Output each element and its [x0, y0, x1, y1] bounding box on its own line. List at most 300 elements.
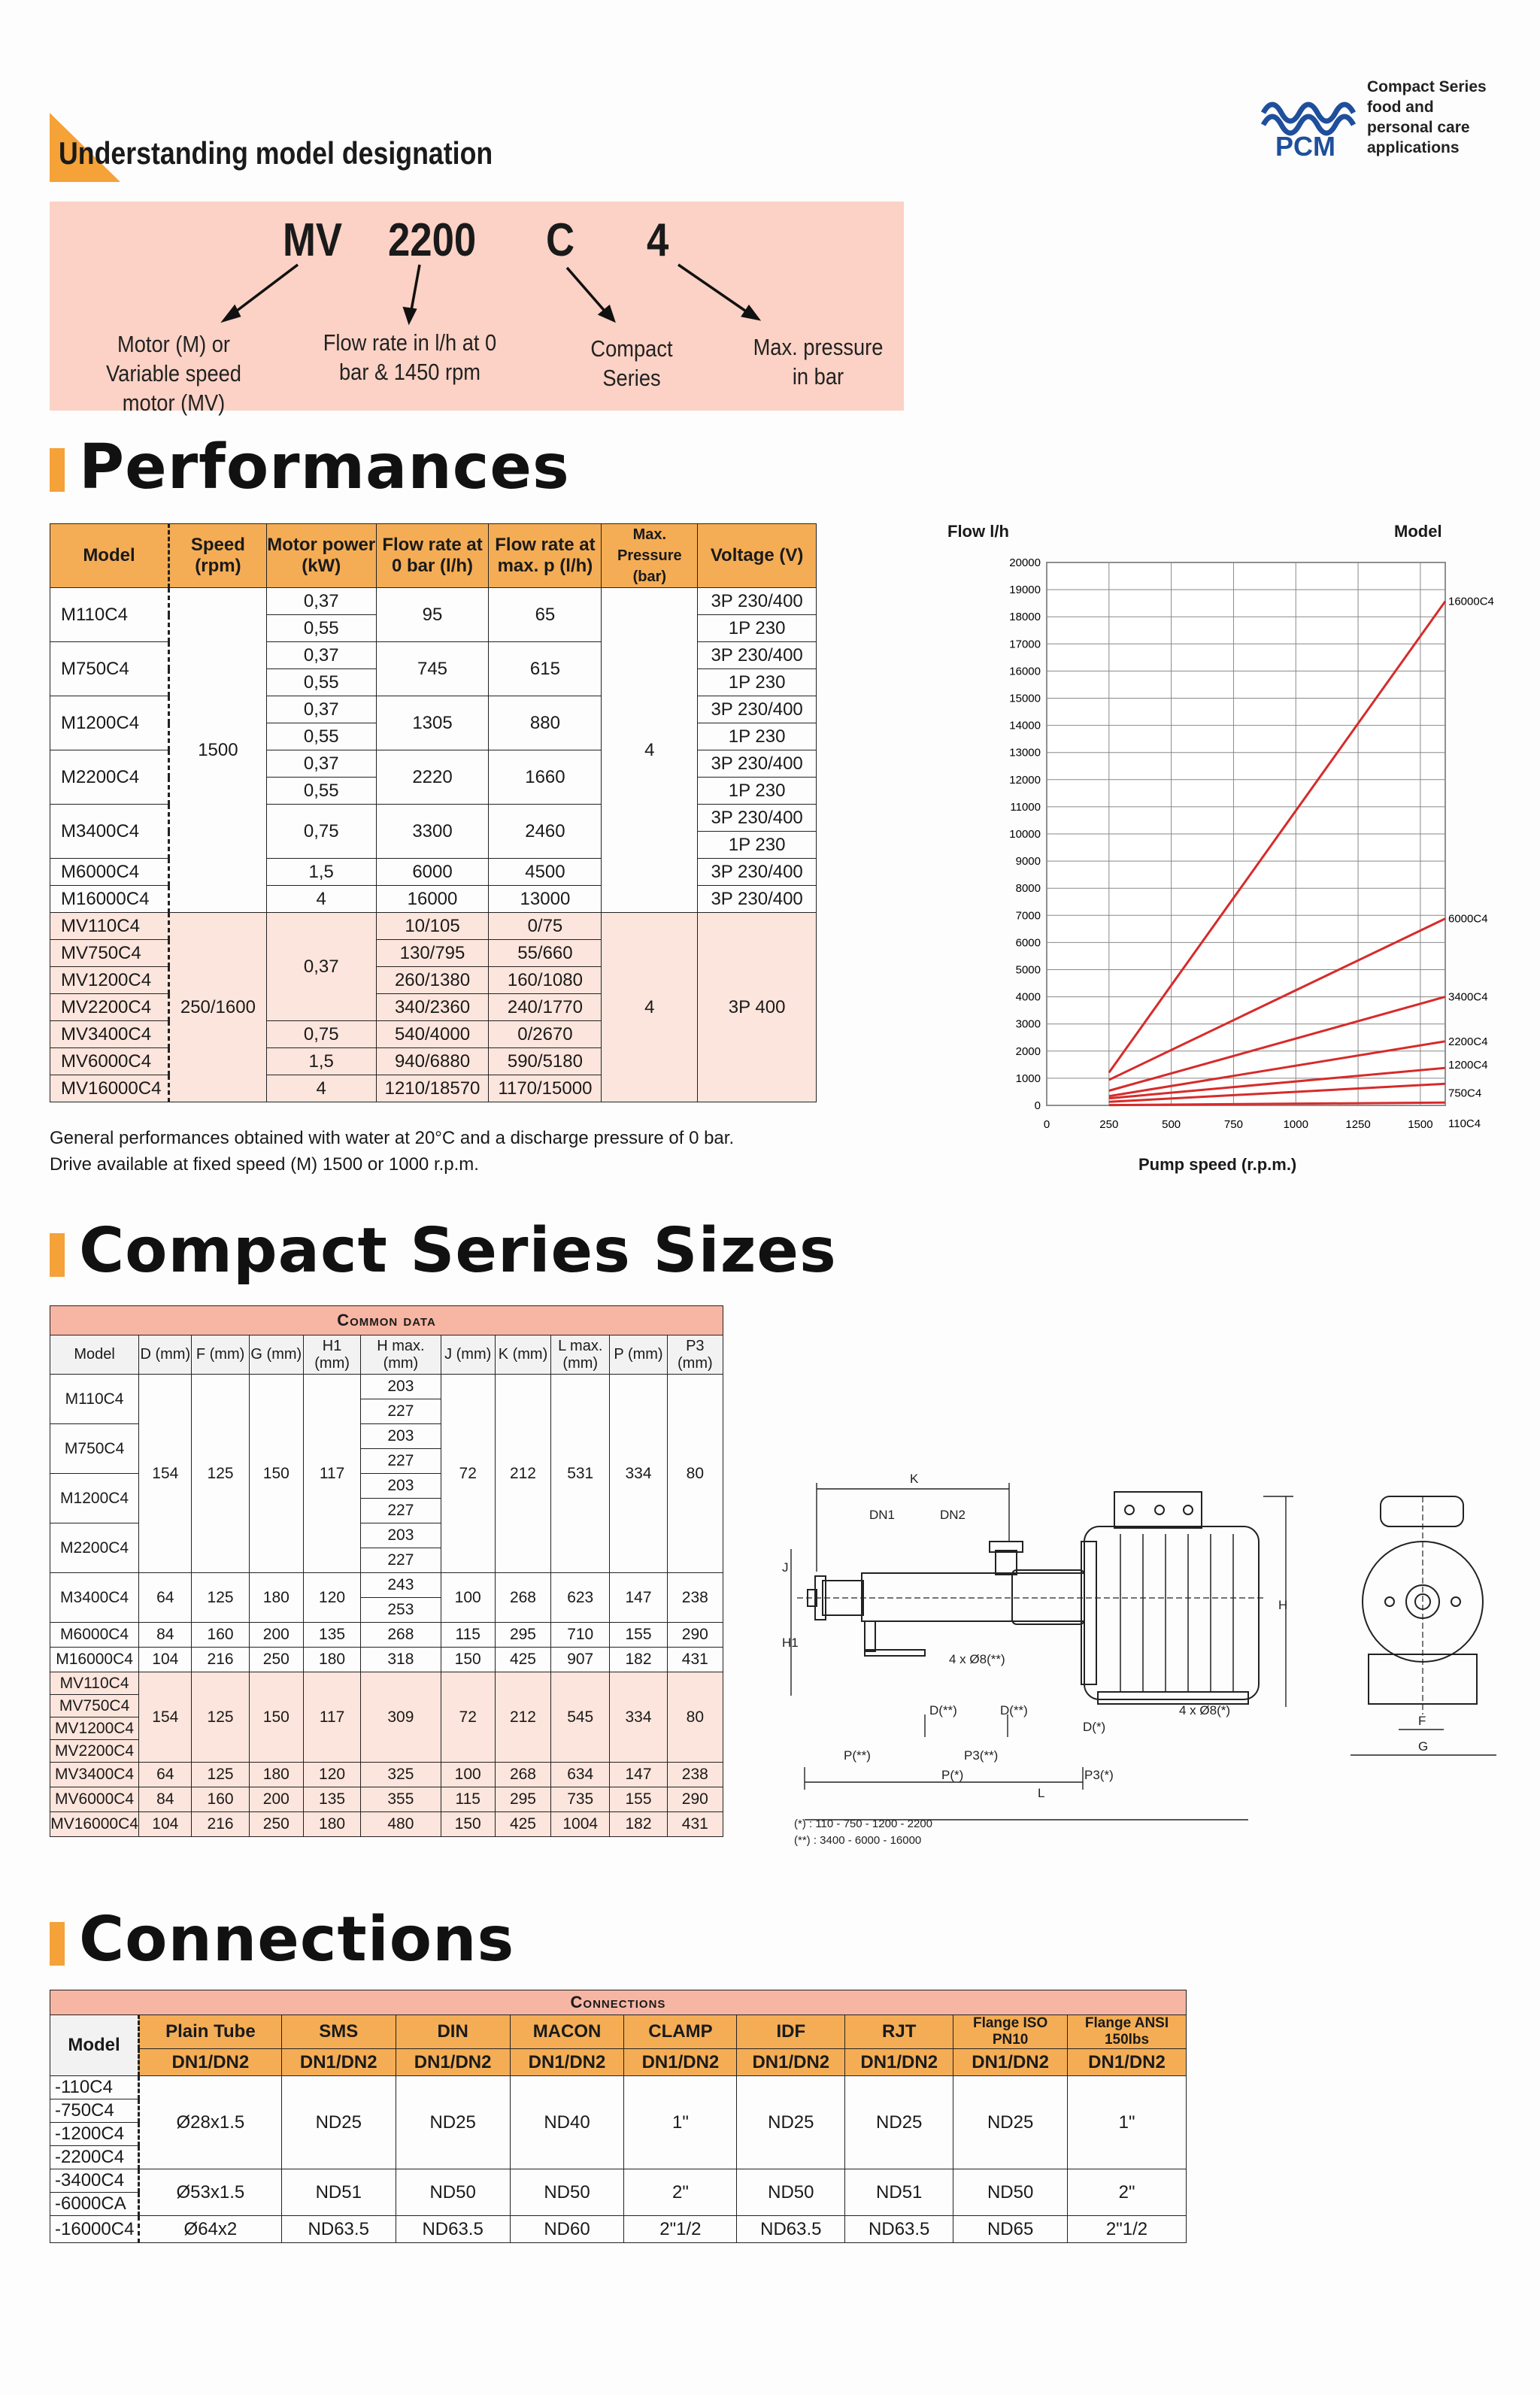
cell-model: -750C4: [50, 2099, 139, 2123]
cell-model: MV1200C4: [50, 967, 169, 994]
cell-P3: 431: [667, 1648, 723, 1672]
header-cell: J (mm): [441, 1335, 495, 1375]
cell-model: MV750C4: [50, 1695, 139, 1717]
header-sub: DN1/DN2: [845, 2049, 953, 2076]
y-tick-label: 4000: [1015, 990, 1041, 1004]
x-tick-label: 1500: [1408, 1118, 1433, 1131]
cell-model: MV1200C4: [50, 1717, 139, 1740]
table-row: [50, 2169, 1187, 2193]
cell-flow0: 745: [376, 642, 489, 696]
header-type: IDF: [737, 2015, 845, 2049]
header-type: SMS: [281, 2015, 396, 2049]
cell-power: 4: [266, 1075, 376, 1102]
cell-H: 309: [361, 1672, 441, 1763]
pump-dimension-drawing: [782, 1466, 1526, 1857]
cell-L: 710: [551, 1623, 610, 1648]
cell-pressure: 4: [602, 588, 698, 913]
table-row: [50, 2076, 1187, 2099]
y-tick-label: 1000: [1015, 1072, 1041, 1085]
code-pressure: 4: [647, 214, 669, 266]
cell-value: Ø53x1.5: [138, 2169, 281, 2216]
cell-P3: 80: [667, 1375, 723, 1573]
performance-table: [50, 523, 817, 1102]
cell-model: M750C4: [50, 642, 169, 696]
section-bar: [50, 448, 65, 492]
x-tick-label: 1000: [1283, 1118, 1308, 1131]
cell-J: 100: [441, 1573, 495, 1623]
brand-logo-text: PCM: [1275, 131, 1335, 162]
series-label: 2200C4: [1448, 1035, 1488, 1048]
cell-K: 295: [495, 1787, 550, 1812]
cell-model: MV6000C4: [50, 1048, 169, 1075]
cell-hmax: 227: [361, 1548, 441, 1573]
header-speed: Speed (rpm): [168, 524, 266, 588]
cell-model: MV110C4: [50, 1672, 139, 1695]
cell-model: M16000C4: [50, 1648, 139, 1672]
section-bar: [50, 1922, 65, 1966]
cell-D: 104: [139, 1812, 192, 1837]
cell-J: 115: [441, 1623, 495, 1648]
chart-legend-title: Model: [1394, 522, 1442, 541]
drawing-footnote: (**) : 3400 - 6000 - 16000: [794, 1834, 922, 1847]
cell-G: 150: [249, 1672, 303, 1763]
cell-F: 160: [192, 1623, 249, 1648]
cell-value: ND25: [953, 2076, 1068, 2169]
chart-x-label: Pump speed (r.p.m.): [1138, 1155, 1297, 1174]
cell-flowp: 55/660: [489, 940, 602, 967]
y-tick-label: 20000: [1009, 556, 1041, 569]
cell-F: 216: [192, 1812, 249, 1837]
series-label: 6000C4: [1448, 912, 1488, 926]
cell-flow0: 940/6880: [376, 1048, 489, 1075]
cell-D: 104: [139, 1648, 192, 1672]
series-label: 16000C4: [1448, 595, 1494, 608]
cell-P: 147: [610, 1573, 667, 1623]
dim-D1: D(*): [1083, 1720, 1106, 1734]
cell-H1: 120: [303, 1573, 360, 1623]
cell-flow0: 1210/18570: [376, 1075, 489, 1102]
cell-L: 1004: [551, 1812, 610, 1837]
cell-flowp: 1170/15000: [489, 1075, 602, 1102]
cell-flowp: 0/2670: [489, 1021, 602, 1048]
cell-flow0: 1305: [376, 696, 489, 750]
cell-value: 1": [624, 2076, 737, 2169]
cell-voltage: 3P 230/400: [698, 588, 817, 615]
header-cell: K (mm): [495, 1335, 550, 1375]
cell-D: 64: [139, 1573, 192, 1623]
cell-G: 200: [249, 1787, 303, 1812]
cell-F: 216: [192, 1648, 249, 1672]
cell-value: ND63.5: [281, 2216, 396, 2243]
cell-K: 212: [495, 1375, 550, 1573]
cell-P: 334: [610, 1375, 667, 1573]
cell-L: 634: [551, 1763, 610, 1787]
cell-power: 0,55: [266, 669, 376, 696]
cell-J: 72: [441, 1375, 495, 1573]
section-title-sizes: Compact Series Sizes: [79, 1215, 837, 1287]
cell-model: M3400C4: [50, 805, 169, 859]
header-type: Flange ISO PN10: [953, 2015, 1068, 2049]
cell-model: MV2200C4: [50, 1740, 139, 1763]
cell-D: 154: [139, 1375, 192, 1573]
cell-model: M2200C4: [50, 750, 169, 805]
cell-G: 250: [249, 1812, 303, 1837]
cell-power: 0,37: [266, 642, 376, 669]
header-sub: DN1/DN2: [281, 2049, 396, 2076]
table-row: [50, 1763, 723, 1787]
dim-D2b: D(**): [1000, 1703, 1028, 1717]
note-line: Drive available at fixed speed (M) 1500 or 1000 r.p.m.: [50, 1154, 479, 1175]
cell-flowp: 240/1770: [489, 994, 602, 1021]
label-series: Compact Series: [590, 335, 673, 391]
cell-H: 318: [361, 1648, 441, 1672]
cell-voltage: 1P 230: [698, 778, 817, 805]
drawing-footnote: (*) : 110 - 750 - 1200 - 2200: [794, 1817, 932, 1830]
dim-holes2: 4 x Ø8(**): [949, 1652, 1005, 1666]
y-tick-label: 19000: [1009, 584, 1041, 597]
cell-flow0: 130/795: [376, 940, 489, 967]
table-row: [50, 1672, 723, 1695]
table-row: [50, 1623, 723, 1648]
header-type: Flange ANSI 150lbs: [1068, 2015, 1187, 2049]
cell-voltage: 3P 400: [698, 913, 817, 1102]
cell-power: 0,55: [266, 723, 376, 750]
y-tick-label: 15000: [1009, 692, 1041, 705]
cell-model: -110C4: [50, 2076, 139, 2099]
x-tick-label: 250: [1099, 1118, 1119, 1131]
cell-voltage: 1P 230: [698, 832, 817, 859]
cell-value: ND63.5: [845, 2216, 953, 2243]
header-cell: H max. (mm): [361, 1335, 441, 1375]
cell-G: 180: [249, 1763, 303, 1787]
cell-power: 1,5: [266, 1048, 376, 1075]
cell-K: 425: [495, 1812, 550, 1837]
cell-voltage: 3P 230/400: [698, 642, 817, 669]
label-motor: Motor (M) or Variable speed motor (MV): [106, 331, 241, 416]
connections-table: [50, 1990, 1187, 2243]
table-row: [50, 805, 817, 832]
connections-common-header: Connections: [50, 1990, 1187, 2015]
tagline-line: personal care: [1367, 119, 1470, 136]
cell-model: MV3400C4: [50, 1021, 169, 1048]
cell-power: 0,37: [266, 696, 376, 723]
cell-value: ND25: [737, 2076, 845, 2169]
cell-H1: 120: [303, 1763, 360, 1787]
y-tick-label: 0: [1034, 1099, 1041, 1112]
cell-voltage: 3P 230/400: [698, 696, 817, 723]
cell-flow0: 6000: [376, 859, 489, 886]
cell-model: MV6000C4: [50, 1787, 139, 1812]
cell-D: 64: [139, 1763, 192, 1787]
cell-model: M110C4: [50, 588, 169, 642]
cell-P3: 290: [667, 1787, 723, 1812]
header-pressure: Max. Pressure (bar): [602, 524, 698, 588]
header-type: DIN: [396, 2015, 510, 2049]
header-type: CLAMP: [624, 2015, 737, 2049]
y-tick-label: 3000: [1015, 1017, 1041, 1031]
header-sub: DN1/DN2: [953, 2049, 1068, 2076]
table-row: [50, 913, 817, 940]
section-bar: [50, 1233, 65, 1277]
dim-P1: P(*): [941, 1768, 964, 1782]
cell-model: MV750C4: [50, 940, 169, 967]
cell-flowp: 4500: [489, 859, 602, 886]
cell-P3: 290: [667, 1623, 723, 1648]
cell-voltage: 1P 230: [698, 669, 817, 696]
dim-H1: H1: [782, 1636, 799, 1650]
cell-flow0: 340/2360: [376, 994, 489, 1021]
code-motor: MV: [283, 214, 343, 266]
chart-y-label: Flow l/h: [947, 522, 1009, 541]
cell-flowp: 590/5180: [489, 1048, 602, 1075]
cell-model: MV16000C4: [50, 1812, 139, 1837]
table-row: [50, 696, 817, 723]
cell-K: 212: [495, 1672, 550, 1763]
cell-K: 268: [495, 1763, 550, 1787]
section-title-performances: Performances: [79, 432, 570, 503]
cell-voltage: 3P 230/400: [698, 805, 817, 832]
series-label: 3400C4: [1448, 990, 1488, 1004]
cell-model: MV16000C4: [50, 1075, 169, 1102]
cell-H: 480: [361, 1812, 441, 1837]
cell-power: 4: [266, 886, 376, 913]
cell-H1: 117: [303, 1672, 360, 1763]
series-label: 750C4: [1448, 1087, 1482, 1100]
label-flow: Flow rate in l/h at 0 bar & 1450 rpm: [323, 329, 497, 385]
header-sub: DN1/DN2: [396, 2049, 510, 2076]
cell-H1: 117: [303, 1375, 360, 1573]
cell-value: ND50: [953, 2169, 1068, 2216]
cell-flow0: 540/4000: [376, 1021, 489, 1048]
table-row: [50, 2216, 1187, 2243]
cell-P3: 238: [667, 1573, 723, 1623]
cell-L: 735: [551, 1787, 610, 1812]
x-tick-label: 0: [1043, 1118, 1050, 1131]
cell-pressure: 4: [602, 913, 698, 1102]
cell-G: 200: [249, 1623, 303, 1648]
cell-model: MV3400C4: [50, 1763, 139, 1787]
cell-P: 182: [610, 1648, 667, 1672]
cell-value: 2"1/2: [624, 2216, 737, 2243]
cell-voltage: 3P 230/400: [698, 750, 817, 778]
cell-H: 325: [361, 1763, 441, 1787]
section-title-connections: Connections: [79, 1904, 515, 1975]
table-row: [50, 750, 817, 778]
cell-power: 0,37: [266, 913, 376, 1021]
cell-L: 907: [551, 1648, 610, 1672]
cell-model: -2200C4: [50, 2146, 139, 2169]
cell-P: 334: [610, 1672, 667, 1763]
y-tick-label: 18000: [1009, 611, 1041, 624]
cell-flow0: 16000: [376, 886, 489, 913]
cell-model: M750C4: [50, 1424, 139, 1474]
table-row: [50, 642, 817, 669]
cell-J: 115: [441, 1787, 495, 1812]
cell-value: ND51: [845, 2169, 953, 2216]
dim-DN1: DN1: [869, 1508, 896, 1522]
table-row: [50, 1573, 723, 1598]
cell-P: 182: [610, 1812, 667, 1837]
y-tick-label: 10000: [1009, 828, 1041, 841]
cell-G: 150: [249, 1375, 303, 1573]
cell-H1: 180: [303, 1648, 360, 1672]
header-cell: D (mm): [139, 1335, 192, 1375]
dim-P2: P(**): [844, 1748, 871, 1763]
cell-L: 545: [551, 1672, 610, 1763]
cell-hmax: 203: [361, 1523, 441, 1548]
dim-P32: P3(**): [964, 1748, 999, 1763]
note-line: General performances obtained with water at 20°C and a discharge pressure of 0 bar.: [50, 1128, 735, 1148]
cell-flow0: 260/1380: [376, 967, 489, 994]
dim-H: H: [1278, 1598, 1288, 1612]
cell-flowp: 65: [489, 588, 602, 642]
table-row: [50, 1375, 723, 1399]
header-power: Motor power (kW): [266, 524, 376, 588]
table-row: [50, 1812, 723, 1837]
cell-model: M16000C4: [50, 886, 169, 913]
table-row: [50, 859, 817, 886]
cell-model: M6000C4: [50, 1623, 139, 1648]
cell-flow0: 2220: [376, 750, 489, 805]
table-row: [50, 886, 817, 913]
cell-speed: 1500: [168, 588, 266, 913]
x-tick-label: 1250: [1345, 1118, 1371, 1131]
cell-G: 250: [249, 1648, 303, 1672]
cell-flowp: 880: [489, 696, 602, 750]
y-tick-label: 11000: [1010, 800, 1041, 814]
cell-hmax: 203: [361, 1424, 441, 1449]
cell-value: ND63.5: [737, 2216, 845, 2243]
y-tick-label: 13000: [1009, 746, 1041, 759]
cell-F: 160: [192, 1787, 249, 1812]
cell-J: 150: [441, 1648, 495, 1672]
cell-model: -16000C4: [50, 2216, 139, 2243]
cell-value: ND50: [396, 2169, 510, 2216]
cell-hmax: 253: [361, 1598, 441, 1623]
cell-model: M1200C4: [50, 696, 169, 750]
cell-voltage: 1P 230: [698, 723, 817, 750]
tagline-line: applications: [1367, 139, 1460, 156]
y-tick-label: 8000: [1015, 882, 1041, 896]
x-tick-label: 500: [1162, 1118, 1181, 1131]
x-tick-label: 750: [1223, 1118, 1243, 1131]
y-tick-label: 7000: [1015, 909, 1041, 923]
code-flow: 2200: [388, 214, 477, 266]
cell-F: 125: [192, 1763, 249, 1787]
cell-P3: 238: [667, 1763, 723, 1787]
cell-value: ND25: [396, 2076, 510, 2169]
sizes-common-header: Common data: [50, 1306, 723, 1335]
sizes-table: [50, 1305, 723, 1837]
cell-P: 155: [610, 1623, 667, 1648]
cell-model: M2200C4: [50, 1523, 139, 1573]
dim-P31: P3(*): [1084, 1768, 1114, 1782]
header-cell: P (mm): [610, 1335, 667, 1375]
cell-hmax: 243: [361, 1573, 441, 1598]
cell-H: 355: [361, 1787, 441, 1812]
header-cell: L max. (mm): [551, 1335, 610, 1375]
header-sub: DN1/DN2: [737, 2049, 845, 2076]
code-series: C: [546, 214, 575, 266]
cell-model: M1200C4: [50, 1474, 139, 1523]
header-cell: F (mm): [192, 1335, 249, 1375]
cell-P: 147: [610, 1763, 667, 1787]
cell-K: 425: [495, 1648, 550, 1672]
cell-K: 295: [495, 1623, 550, 1648]
header-type: Plain Tube: [138, 2015, 281, 2049]
cell-value: Ø64x2: [138, 2216, 281, 2243]
dim-DN2: DN2: [940, 1508, 966, 1522]
header-cell: P3 (mm): [667, 1335, 723, 1375]
header-cell: Model: [50, 1335, 139, 1375]
cell-value: ND25: [845, 2076, 953, 2169]
cell-flow0: 95: [376, 588, 489, 642]
y-tick-label: 17000: [1009, 638, 1041, 651]
cell-power: 0,37: [266, 750, 376, 778]
cell-model: M3400C4: [50, 1573, 139, 1623]
cell-J: 150: [441, 1812, 495, 1837]
dim-F: F: [1418, 1714, 1426, 1728]
brand-logo: [1260, 83, 1358, 165]
cell-value: ND63.5: [396, 2216, 510, 2243]
cell-voltage: 3P 230/400: [698, 859, 817, 886]
cell-model: M6000C4: [50, 859, 169, 886]
cell-power: 0,55: [266, 778, 376, 805]
cell-power: 1,5: [266, 859, 376, 886]
header-sub: DN1/DN2: [138, 2049, 281, 2076]
cell-value: ND40: [510, 2076, 624, 2169]
cell-value: ND25: [281, 2076, 396, 2169]
cell-value: 1": [1068, 2076, 1187, 2169]
cell-P3: 80: [667, 1672, 723, 1763]
cell-model: -6000CA: [50, 2193, 139, 2216]
label-pressure: Max. pressure in bar: [753, 334, 884, 390]
cell-J: 100: [441, 1763, 495, 1787]
cell-F: 125: [192, 1573, 249, 1623]
cell-power: 0,75: [266, 1021, 376, 1048]
cell-value: ND50: [510, 2169, 624, 2216]
cell-model: MV110C4: [50, 913, 169, 940]
y-tick-label: 5000: [1015, 963, 1041, 977]
cell-model: -3400C4: [50, 2169, 139, 2193]
cell-voltage: 3P 230/400: [698, 886, 817, 913]
cell-value: ND65: [953, 2216, 1068, 2243]
cell-power: 0,75: [266, 805, 376, 859]
cell-P: 155: [610, 1787, 667, 1812]
cell-flowp: 1660: [489, 750, 602, 805]
cell-D: 84: [139, 1787, 192, 1812]
header-sub: DN1/DN2: [510, 2049, 624, 2076]
table-row: [50, 1648, 723, 1672]
cell-H1: 135: [303, 1787, 360, 1812]
cell-voltage: 1P 230: [698, 615, 817, 642]
cell-hmax: 227: [361, 1499, 441, 1523]
cell-K: 268: [495, 1573, 550, 1623]
cell-D: 84: [139, 1623, 192, 1648]
header-flow0: Flow rate at 0 bar (l/h): [376, 524, 489, 588]
dim-D2: D(**): [929, 1703, 957, 1717]
y-tick-label: 2000: [1015, 1044, 1041, 1058]
cell-H: 268: [361, 1623, 441, 1648]
dim-J: J: [782, 1560, 789, 1575]
table-row: [50, 1787, 723, 1812]
dim-L: L: [1038, 1786, 1045, 1800]
cell-flow0: 10/105: [376, 913, 489, 940]
cell-hmax: 203: [361, 1375, 441, 1399]
cell-P3: 431: [667, 1812, 723, 1837]
header-sub: DN1/DN2: [624, 2049, 737, 2076]
cell-L: 531: [551, 1375, 610, 1573]
